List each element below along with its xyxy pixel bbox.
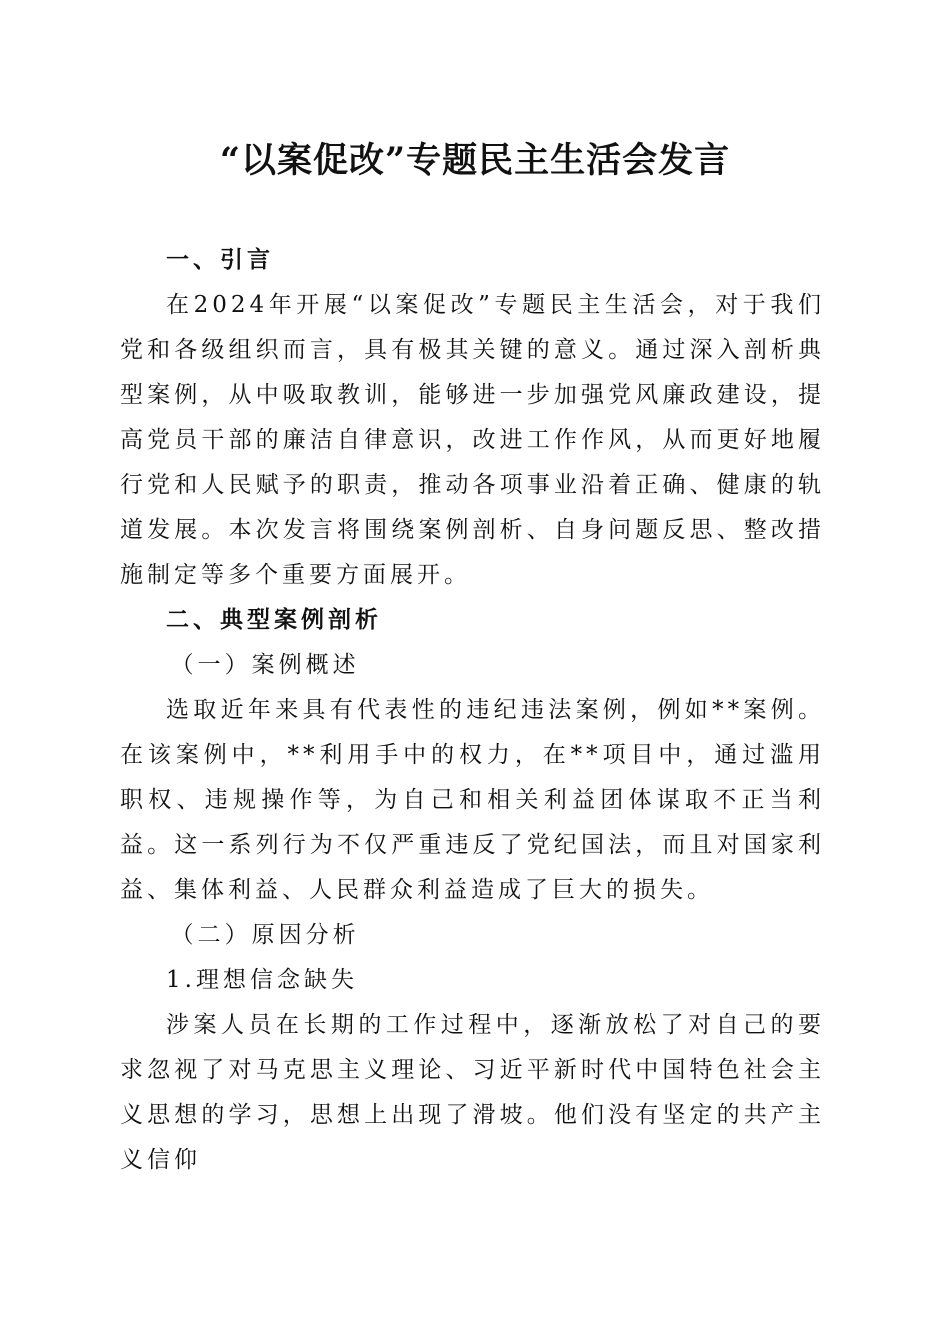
document-title: “以案促改”专题民主生活会发言: [219, 140, 731, 181]
item-heading-ideals-lacking: 1.理想信念缺失: [166, 967, 358, 993]
paragraph-case-overview: 选取近年来具有代表性的违纪违法案例，例如**案例。在该案例中，**利用手中的权力，在**项目中，通过滥用职权、违规操作等，为自己和相关利益团体谋取不正当利益。这一系列行为不仅严重违反了党纪国法，而且对国家利益、集体利益、人民群众利益造成了巨大的损失。: [120, 697, 825, 903]
subsection-heading-case-overview: （一）案例概述: [170, 652, 360, 678]
section-heading-case-analysis: 二、典型案例剖析: [166, 607, 382, 633]
section-heading-introduction: 一、引言: [166, 247, 274, 273]
paragraph-introduction: 在2024年开展“以案促改”专题民主生活会，对于我们党和各级组织而言，具有极其关键的意义。通过深入剖析典型案例，从中吸取教训，能够进一步加强党风廉政建设，提高党员干部的廉洁自律意识，改进工作作风，从而更好地履行党和人民赋予的职责，推动各项事业沿着正确、健康的轨道发展。本次发言将围绕案例剖析、自身问题反思、整改措施制定等多个重要方面展开。: [120, 292, 825, 588]
subsection-heading-cause-analysis: （二）原因分析: [170, 922, 360, 948]
paragraph-ideals-lacking: 涉案人员在长期的工作过程中，逐渐放松了对自己的要求忽视了对马克思主义理论、习近平新时代中国特色社会主义思想的学习，思想上出现了滑坡。他们没有坚定的共产主义信仰: [120, 1012, 825, 1173]
document-body: [120, 238, 825, 1183]
